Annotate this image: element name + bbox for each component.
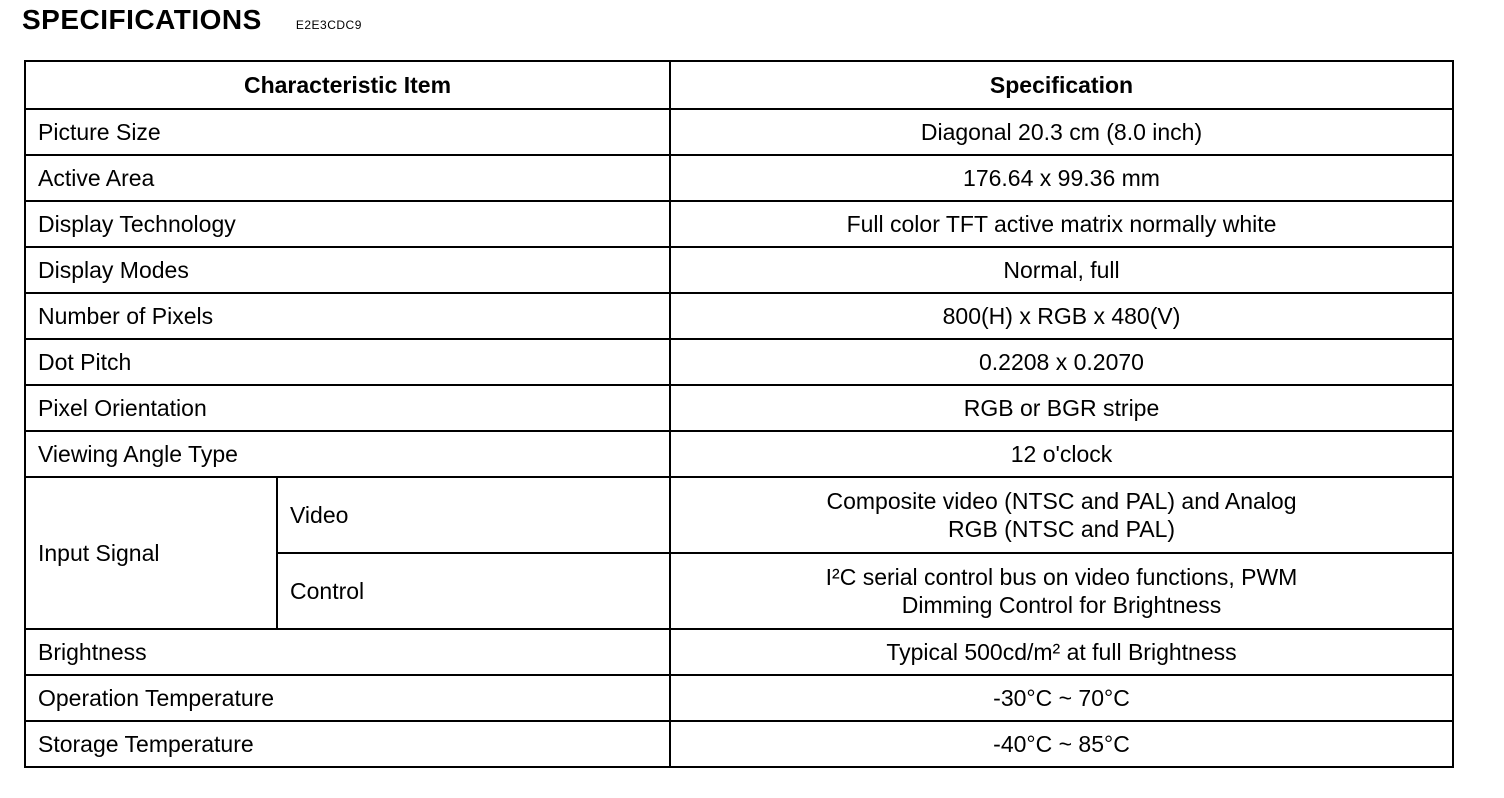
column-header-spec: Specification — [670, 61, 1453, 109]
video-value-line2: RGB (NTSC and PAL) — [947, 516, 1176, 542]
input-signal-label: Input Signal — [25, 477, 277, 629]
video-value-line1: Composite video (NTSC and PAL) and Analog — [826, 488, 1297, 514]
table-row-input-video — [25, 477, 1453, 553]
row-item-label: Active Area — [25, 155, 670, 201]
table-row — [25, 385, 1453, 431]
row-item-value: Typical 500cd/m² at full Brightness — [670, 629, 1453, 675]
control-label: Control — [277, 553, 670, 629]
row-item-label: Display Modes — [25, 247, 670, 293]
video-label: Video — [277, 477, 670, 553]
row-item-label: Operation Temperature — [25, 675, 670, 721]
row-item-label: Dot Pitch — [25, 339, 670, 385]
page-title: SPECIFICATIONS — [22, 4, 262, 35]
row-item-label: Viewing Angle Type — [25, 431, 670, 477]
row-item-label: Pixel Orientation — [25, 385, 670, 431]
row-item-value: 176.64 x 99.36 mm — [670, 155, 1453, 201]
table-row — [25, 293, 1453, 339]
specifications-table — [24, 60, 1454, 768]
row-item-value: 12 o'clock — [670, 431, 1453, 477]
row-item-value: 0.2208 x 0.2070 — [670, 339, 1453, 385]
row-item-label: Picture Size — [25, 109, 670, 155]
row-item-value: -30°C ~ 70°C — [670, 675, 1453, 721]
row-item-value: -40°C ~ 85°C — [670, 721, 1453, 767]
page-header — [22, 4, 362, 44]
document-code: E2E3CDC9 — [295, 18, 362, 32]
control-value — [670, 553, 1453, 629]
row-item-value: RGB or BGR stripe — [670, 385, 1453, 431]
control-value-line1: I²C serial control bus on video functions, PWM — [825, 564, 1298, 590]
row-item-label: Storage Temperature — [25, 721, 670, 767]
table-row — [25, 109, 1453, 155]
row-item-value: Diagonal 20.3 cm (8.0 inch) — [670, 109, 1453, 155]
column-header-item: Characteristic Item — [25, 61, 670, 109]
row-item-value: 800(H) x RGB x 480(V) — [670, 293, 1453, 339]
table-row — [25, 339, 1453, 385]
table-row — [25, 155, 1453, 201]
table-row — [25, 201, 1453, 247]
row-item-label: Display Technology — [25, 201, 670, 247]
control-value-line2: Dimming Control for Brightness — [901, 592, 1222, 618]
table-row — [25, 431, 1453, 477]
table-row — [25, 247, 1453, 293]
table-row — [25, 721, 1453, 767]
row-item-value: Full color TFT active matrix normally white — [670, 201, 1453, 247]
row-item-label: Number of Pixels — [25, 293, 670, 339]
row-item-label: Brightness — [25, 629, 670, 675]
table-header-row — [25, 61, 1453, 109]
table-row — [25, 629, 1453, 675]
video-value — [670, 477, 1453, 553]
table-row — [25, 675, 1453, 721]
row-item-value: Normal, full — [670, 247, 1453, 293]
